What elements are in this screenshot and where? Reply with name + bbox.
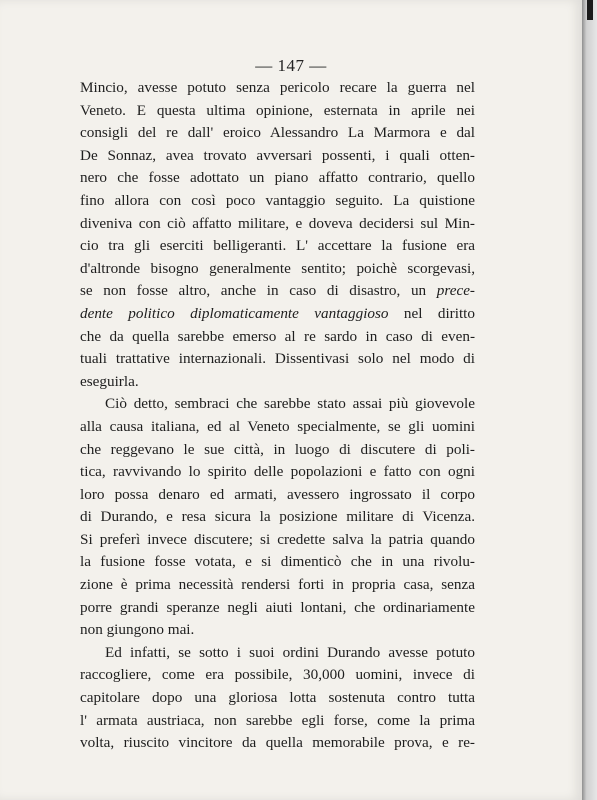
text-line: zione è prima necessità rendersi forti in propria casa, senza — [80, 576, 475, 594]
text-line: Mincio, avesse potuto senza pericolo recare la guerra nel — [80, 79, 475, 96]
text-line: l' armata austriaca, non sarebbe egli forse, come la prima — [80, 711, 475, 729]
text-line: d'altronde bisogno generalmente sentito; poichè scorgevasi, — [80, 259, 475, 277]
text-segment: nel diritto — [403, 304, 475, 322]
text-line-mixed — [80, 303, 475, 326]
text-line: eseguirla. — [80, 372, 139, 390]
text-line: Ciò detto, sembraci che sarebbe stato assai più giovevole — [105, 395, 475, 413]
body-text — [80, 77, 475, 755]
text-line: diveniva con ciò affatto militare, e doveva decidersi sul Min- — [80, 214, 475, 232]
page-number: — 147 — — [255, 56, 327, 75]
text-line: raccogliere, come era possibile, 30,000 uomini, invece di — [80, 666, 475, 684]
text-line: la fusione fosse votata, e si dimenticò che in una rivolu- — [80, 553, 475, 571]
text-line: Veneto. E questa ultima opinione, esternata in aprile nei — [80, 101, 475, 119]
text-line: De Sonnaz, avea trovato avversari possenti, i quali otten- — [80, 146, 475, 164]
text-line: fino allora con così poco vantaggio seguito. La quistione — [80, 191, 475, 209]
text-line: nero che fosse adottato un piano affatto contrario, quello — [80, 169, 475, 187]
text-line: consigli del re dall' eroico Alessandro La Marmora e dal — [80, 124, 475, 142]
corner-mark — [587, 0, 593, 20]
text-line: che reggevano le sue città, in luogo di discutere di poli- — [80, 440, 475, 458]
page-edge-shadow — [582, 0, 597, 800]
text-line: di Durando, e resa sicura la posizione militare di Vicenza. — [80, 508, 475, 526]
text-line: tuali trattative internazionali. Dissentivasi solo nel modo di — [80, 350, 475, 368]
text-line: porre grandi speranze negli aiuti lontani, che ordinariamente — [80, 598, 475, 616]
italic-segment: dente politico diplomaticamente vantaggioso — [80, 304, 389, 322]
text-line: Ed infatti, se sotto i suoi ordini Durando avesse potuto — [105, 643, 475, 661]
italic-segment: prece- — [436, 282, 475, 300]
text-line: tica, ravvivando lo spirito delle popolazioni e fatto con ogni — [80, 463, 475, 481]
text-line-mixed — [80, 280, 475, 303]
text-line: che da quella sarebbe emerso al re sardo in caso di even- — [80, 327, 475, 345]
text-line: non giungono mai. — [80, 621, 195, 639]
text-line: loro possa denaro ed armati, avessero ingrossato il corpo — [80, 485, 475, 503]
text-line: capitolare dopo una gloriosa lotta sostenuta contro tutta — [80, 689, 475, 707]
text-line: Si preferì invece discutere; si credette salva la patria quando — [80, 530, 475, 548]
text-segment: se non fosse altro, anche in caso di disastro, un — [80, 282, 427, 300]
text-line: cio tra gli eserciti belligeranti. L' accettare la fusione era — [80, 237, 475, 255]
text-line: alla causa italiana, ed al Veneto specialmente, se gli uomini — [80, 417, 475, 435]
text-line: volta, riuscito vincitore da quella memorabile prova, e re- — [80, 734, 475, 752]
